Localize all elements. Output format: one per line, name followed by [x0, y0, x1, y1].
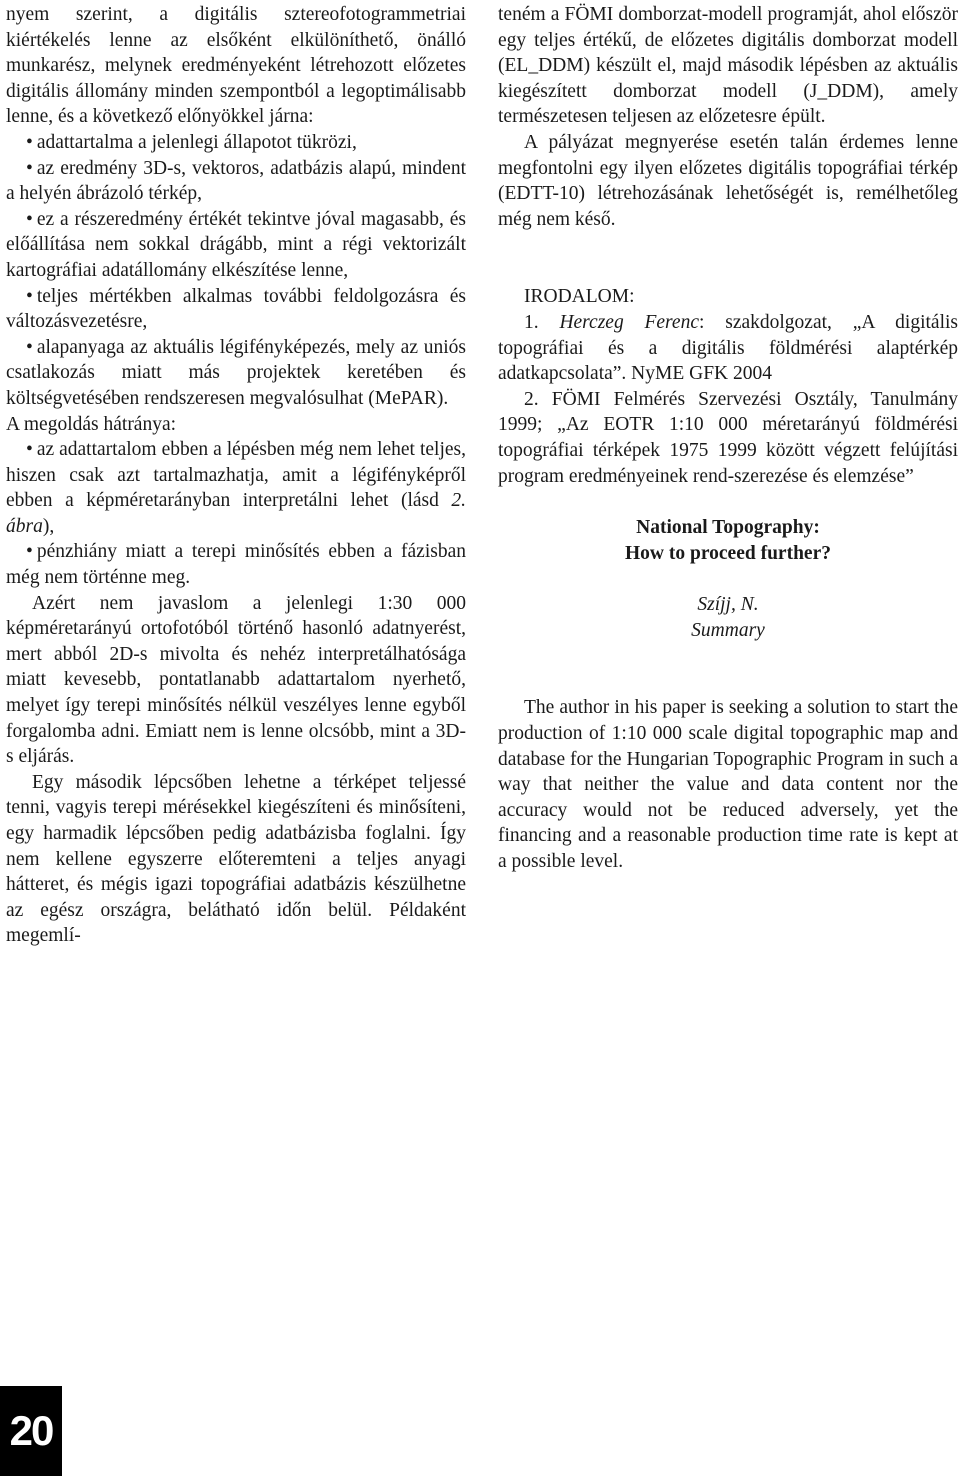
- bullet-symbol: •: [26, 439, 33, 461]
- spacer: [498, 232, 958, 284]
- reference-number: 1.: [524, 311, 560, 333]
- reference-text: : szakdolgozat, „A digitális topográfiai és a digitális földmérési alaptérkép adatkapcsolata”. NyME GFK 2004: [498, 311, 958, 385]
- paragraph: A pályázat megnyerése esetén talán érdemes lenne megfontolni egy ilyen előzetes digitális topográfiai térkép (EDTT-10) létrehozásának lehetőségét is, remélhetőleg még nem késő.: [498, 131, 958, 230]
- bullet-symbol: •: [26, 285, 33, 307]
- bullet-symbol: •: [26, 131, 33, 153]
- bullet-text: ez a részeredmény értékét tekintve jóval magasabb, és előállítása nem sokkal drágább, mint a régi vektorizált kartográfiai adatállomány elkészítése lenne,: [6, 208, 466, 281]
- advantage-bullet-3: [6, 207, 466, 284]
- paragraph: teném a FÖMI domborzat-modell programját, ahol először egy teljes értékű, de előzetes digitális domborzat modell (EL_DDM) készült el, majd második lépésben az aktuális kiegészített domborzat modell (J_DDM), amely természetesen teljesen az előzetesre épült.: [498, 4, 958, 128]
- summary-label: Summary: [691, 619, 765, 641]
- references-heading: IRODALOM:: [524, 286, 635, 308]
- bullet-text: teljes mértékben alkalmas további feldolgozásra és változásvezetésre,: [6, 285, 466, 333]
- disadvantage-bullet-2: [6, 539, 466, 590]
- paragraph: Azért nem javaslom a jelenlegi 1:30 000 képméretarányú ortofotóból történő hasonló adatnyerést, mert abból 2D-s mivolta és nehéz interpretálhatósága miatt kevesebb, pontatlanabb adattartalom nyerhető, melyet így terepi minősítés nélkül veszélyes lenne egyből forgalomba adni. Emiatt nem is lenne olcsóbb, mint a 3D-s eljárás.: [6, 592, 466, 768]
- paragraph: Egy második lépcsőben lehetne a térképet teljessé tenni, vagyis terepi mérésekkel kiegészíteni és minősíteni, egy harmadik lépcsőben pedig adatbázisba foglalni. Így nem kellene egyszerre előteremteni a teljes anyagi hátteret, és mégis igazi topográfiai adatbázis készülhetne az egész országra, belátható időn belül. Példaként megemlí-: [6, 771, 466, 947]
- spacer: [498, 566, 958, 592]
- advantage-bullet-4: [6, 284, 466, 335]
- bullet-symbol: •: [26, 208, 33, 230]
- summary-author: Szíjj, N.: [697, 594, 759, 616]
- bullet-text: adattartalma a jelenlegi állapotot tükrözi,: [36, 131, 357, 153]
- reference-author: Herczeg Ferenc: [559, 311, 699, 333]
- right-column: [498, 2, 958, 875]
- bullet-symbol: •: [26, 336, 33, 358]
- advantage-bullet-2: [6, 156, 466, 207]
- spacer: [498, 489, 958, 515]
- advantage-bullet-1: [6, 130, 466, 156]
- advantage-bullet-5: [6, 335, 466, 412]
- bullet-text: ),: [42, 515, 55, 537]
- bullet-text: pénzhiány miatt a terepi minősítés ebben a fázisban még nem történne meg.: [6, 541, 466, 589]
- bullet-text: alapanyaga az aktuális légifényképezés, mely az uniós csatlakozás miatt más projektek keretében és költségvetésében rendszeresen megvalósulhat (MePAR).: [6, 336, 466, 409]
- disadvantage-bullet-1: [6, 437, 466, 539]
- summary-title-line-2: How to proceed further?: [625, 542, 831, 564]
- reference-1: [498, 310, 958, 387]
- disadvantage-heading: A megoldás hátránya:: [6, 413, 177, 435]
- figure-reference: 2. ábra: [6, 490, 466, 537]
- spacer: [498, 643, 958, 695]
- paragraph: nyem szerint, a digitális sztereofotogrammetriai kiértékelés lenne az elsőként elkülöníthető, önálló munkarész, melynek eredményeként létrehozott előzetes digitális állomány minden szempontból a legoptimálisabb lenne, és a következő előnyökkel járna:: [6, 4, 466, 128]
- bullet-symbol: •: [26, 157, 33, 179]
- summary-title-line-1: National Topography:: [636, 517, 820, 539]
- page-number: 20: [0, 1386, 62, 1476]
- bullet-text: az eredmény 3D-s, vektoros, adatbázis alapú, mindent a helyén ábrázoló térkép,: [6, 157, 466, 205]
- summary-text: The author in his paper is seeking a solution to start the production of 1:10 000 scale digital topographic map and database for the Hungarian Topographic Program in such a way that neither the value and data content nor the accuracy would not be reduced adversely, yet the financing and a reasonable production time rate is kept at a possible level.: [498, 697, 958, 873]
- left-column: [6, 2, 466, 949]
- bullet-text: az adattartalom ebben a lépésben még nem lehet teljes, hiszen csak azt tartalmazhatja, amit a légifényképről ebben a képméretarányban interpretálni lehet (lásd: [6, 439, 466, 512]
- bullet-symbol: •: [26, 541, 33, 563]
- reference-2: 2. FÖMI Felmérés Szervezési Osztály, Tanulmány 1999; „Az EOTR 1:10 000 méretarányú földmérési topográfiai térképek 1975 1999 között végzett felújítási program eredményeinek rend-szerezése és elemzése”: [498, 388, 958, 487]
